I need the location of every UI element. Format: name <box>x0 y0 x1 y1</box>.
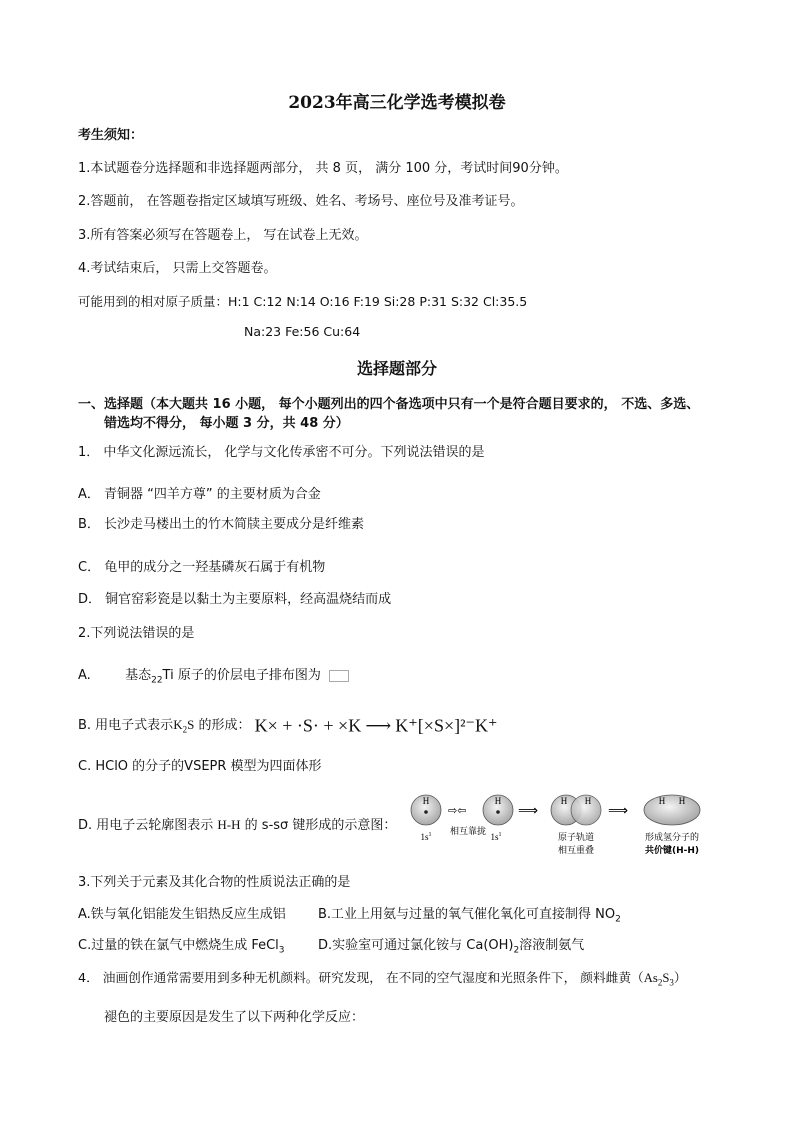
reaction-arrow: ⟶ <box>365 715 392 736</box>
double-arrow-icon: ⇨⇦ <box>448 804 467 817</box>
q2-b-formula-s: S <box>187 717 195 732</box>
arrow-right-icon: ⟹ <box>518 803 539 819</box>
s1-sup-2: 1 <box>498 832 502 838</box>
h-label-4: H <box>584 796 592 806</box>
bond-label-2: 共价键(H-H) <box>644 846 700 856</box>
q2-option-c: C. HClO 的分子的VSEPR 模型为四面体形 <box>78 759 322 774</box>
q1-stem: 1． 中华文化源远流长， 化学与文化传承密不可分。下列说法错误的是 <box>78 445 485 460</box>
q3-stem: 3.下列关于元素及其化合物的性质说法正确的是 <box>78 875 351 890</box>
notice-item-4: 4.考试结束后， 只需上交答题卷。 <box>78 261 277 276</box>
q2-b-pre: B. 用电子式表示 <box>78 718 174 733</box>
q1-option-c: C． 龟甲的成分之一羟基磷灰石属于有机物 <box>78 560 326 575</box>
q1-option-b: B． 长沙走马楼出土的竹木简牍主要成分是纤维素 <box>78 517 365 532</box>
q4-formula-sub1: 2 <box>657 977 663 988</box>
q3-c-sub: 3 <box>278 945 285 956</box>
overlap-label-1: 原子轨道 <box>557 833 595 843</box>
bond-label-1: 形成氢分子的 <box>644 833 700 843</box>
q4-stem <box>78 969 687 987</box>
arrow-right-icon: ⟹ <box>608 803 629 819</box>
q3-d-sub: 2 <box>513 945 520 956</box>
q4-stem-line-2: 褪色的主要原因是发生了以下两种化学反应： <box>104 1010 365 1025</box>
q3-b-sub: 2 <box>615 914 621 925</box>
h-label-6: H <box>678 796 686 806</box>
electron-cloud-figure <box>410 790 730 862</box>
q2-b-formula-k: K <box>173 717 183 732</box>
s1-label-2: 1s <box>490 832 499 842</box>
q3-d-text: D.实验室可通过氯化铵与 Ca(OH) <box>318 938 514 953</box>
part-one-heading: 一、选择题（本大题共 16 小题， 每个小题列出的四个备选项中只有一个是符合题目要求的， 不选、多选、 <box>78 397 700 412</box>
electron-dot <box>424 810 428 814</box>
part-one-heading-cont: 错选均不得分， 每小题 3 分，共 48 分） <box>104 416 349 431</box>
overlap-label-2: 相互重叠 <box>557 846 595 856</box>
electron-dot-left: K× + ·S· + ×K <box>254 715 362 736</box>
q2-d-hh: H-H <box>217 817 241 832</box>
q2-b-formula-sub: 2 <box>182 724 188 735</box>
q3-option-a: A.铁与氧化铝能发生铝热反应生成铝 <box>78 907 286 922</box>
notice-item-3: 3.所有答案必须写在答题卷上， 写在试卷上无效。 <box>78 228 368 243</box>
q2-a-elem: Ti <box>162 668 174 683</box>
h-label-3: H <box>560 796 568 806</box>
svg-text:1s1 <box>420 832 431 842</box>
electron-dot-right: K⁺[×S×]²⁻K⁺ <box>395 715 498 736</box>
q2-option-d <box>78 816 396 835</box>
atomic-mass-line-1: 可能用到的相对原子质量：H:1 C:12 N:14 O:16 F:19 Si:28 P:31 S:32 Cl:35.5 <box>78 294 528 309</box>
svg-text:1s1 <box>490 832 501 842</box>
electron-dot <box>496 810 500 814</box>
notice-item-1: 1.本试题卷分选择题和非选择题两部分， 共 8 页， 满分 100 分，考试时间90分钟。 <box>78 161 568 176</box>
orbital-diagram-image <box>329 670 349 682</box>
q3-c-text: C.过量的铁在氯气中燃烧生成 FeCl <box>78 938 279 953</box>
q2-a-sub: 22 <box>151 675 163 686</box>
approach-label: 相互靠拢 <box>449 827 487 837</box>
notice-item-2: 2.答题前， 在答题卷指定区域填写班级、姓名、考场号、座位号及准考证号。 <box>78 194 524 209</box>
q2-a-text-pre: 基态 <box>125 668 152 683</box>
q3-d-post: 溶液制氨气 <box>519 938 585 953</box>
q1-option-d: D． 铜官窑彩瓷是以黏土为主要原料，经高温烧结而成 <box>78 592 392 607</box>
q2-d-post: 的 s-sσ 键形成的示意图： <box>244 818 397 833</box>
h2-molecule <box>644 795 700 825</box>
q1-option-a: A． 青铜器 “四羊方尊” 的主要材质为合金 <box>78 487 321 502</box>
atomic-mass-line-2: Na:23 Fe:56 Cu:64 <box>244 324 361 339</box>
h-label-1: H <box>422 796 430 806</box>
q4-stem-end: ） <box>673 970 687 985</box>
q2-a-text-post: 原子的价层电子排布图为 <box>173 668 321 683</box>
s1-label-1: 1s <box>420 832 429 842</box>
q4-formula-as: As <box>643 971 658 985</box>
q2-a-label: A. <box>78 668 91 683</box>
q3-option-b <box>318 906 621 924</box>
q2-b-post: 的形成： <box>194 718 251 733</box>
q2-option-a <box>78 667 349 685</box>
q4-formula-sub2: 3 <box>669 977 674 988</box>
h-label-2: H <box>494 796 502 806</box>
q2-option-b <box>78 716 498 735</box>
q4-formula-s: S <box>662 971 670 985</box>
q3-option-d <box>318 937 584 955</box>
q4-stem-text: 4． 油画创作通常需要用到多种无机颜料。研究发现， 在不同的空气湿度和光照条件下， 颜料雌黄（ <box>78 970 644 985</box>
q2-d-pre: D. 用电子云轮廓图表示 <box>78 818 214 833</box>
q3-option-c <box>78 937 285 955</box>
notice-heading: 考生须知： <box>78 128 144 143</box>
s1-sup-1: 1 <box>428 832 432 838</box>
q3-b-text: B.工业上用氨与过量的氧气催化氧化可直接制得 NO <box>318 907 616 922</box>
q2-stem: 2.下列说法错误的是 <box>78 626 195 641</box>
section-title: 选择题部分 <box>356 359 437 378</box>
h-label-5: H <box>658 796 666 806</box>
page-title: 2023年高三化学选考模拟卷 <box>288 93 506 113</box>
